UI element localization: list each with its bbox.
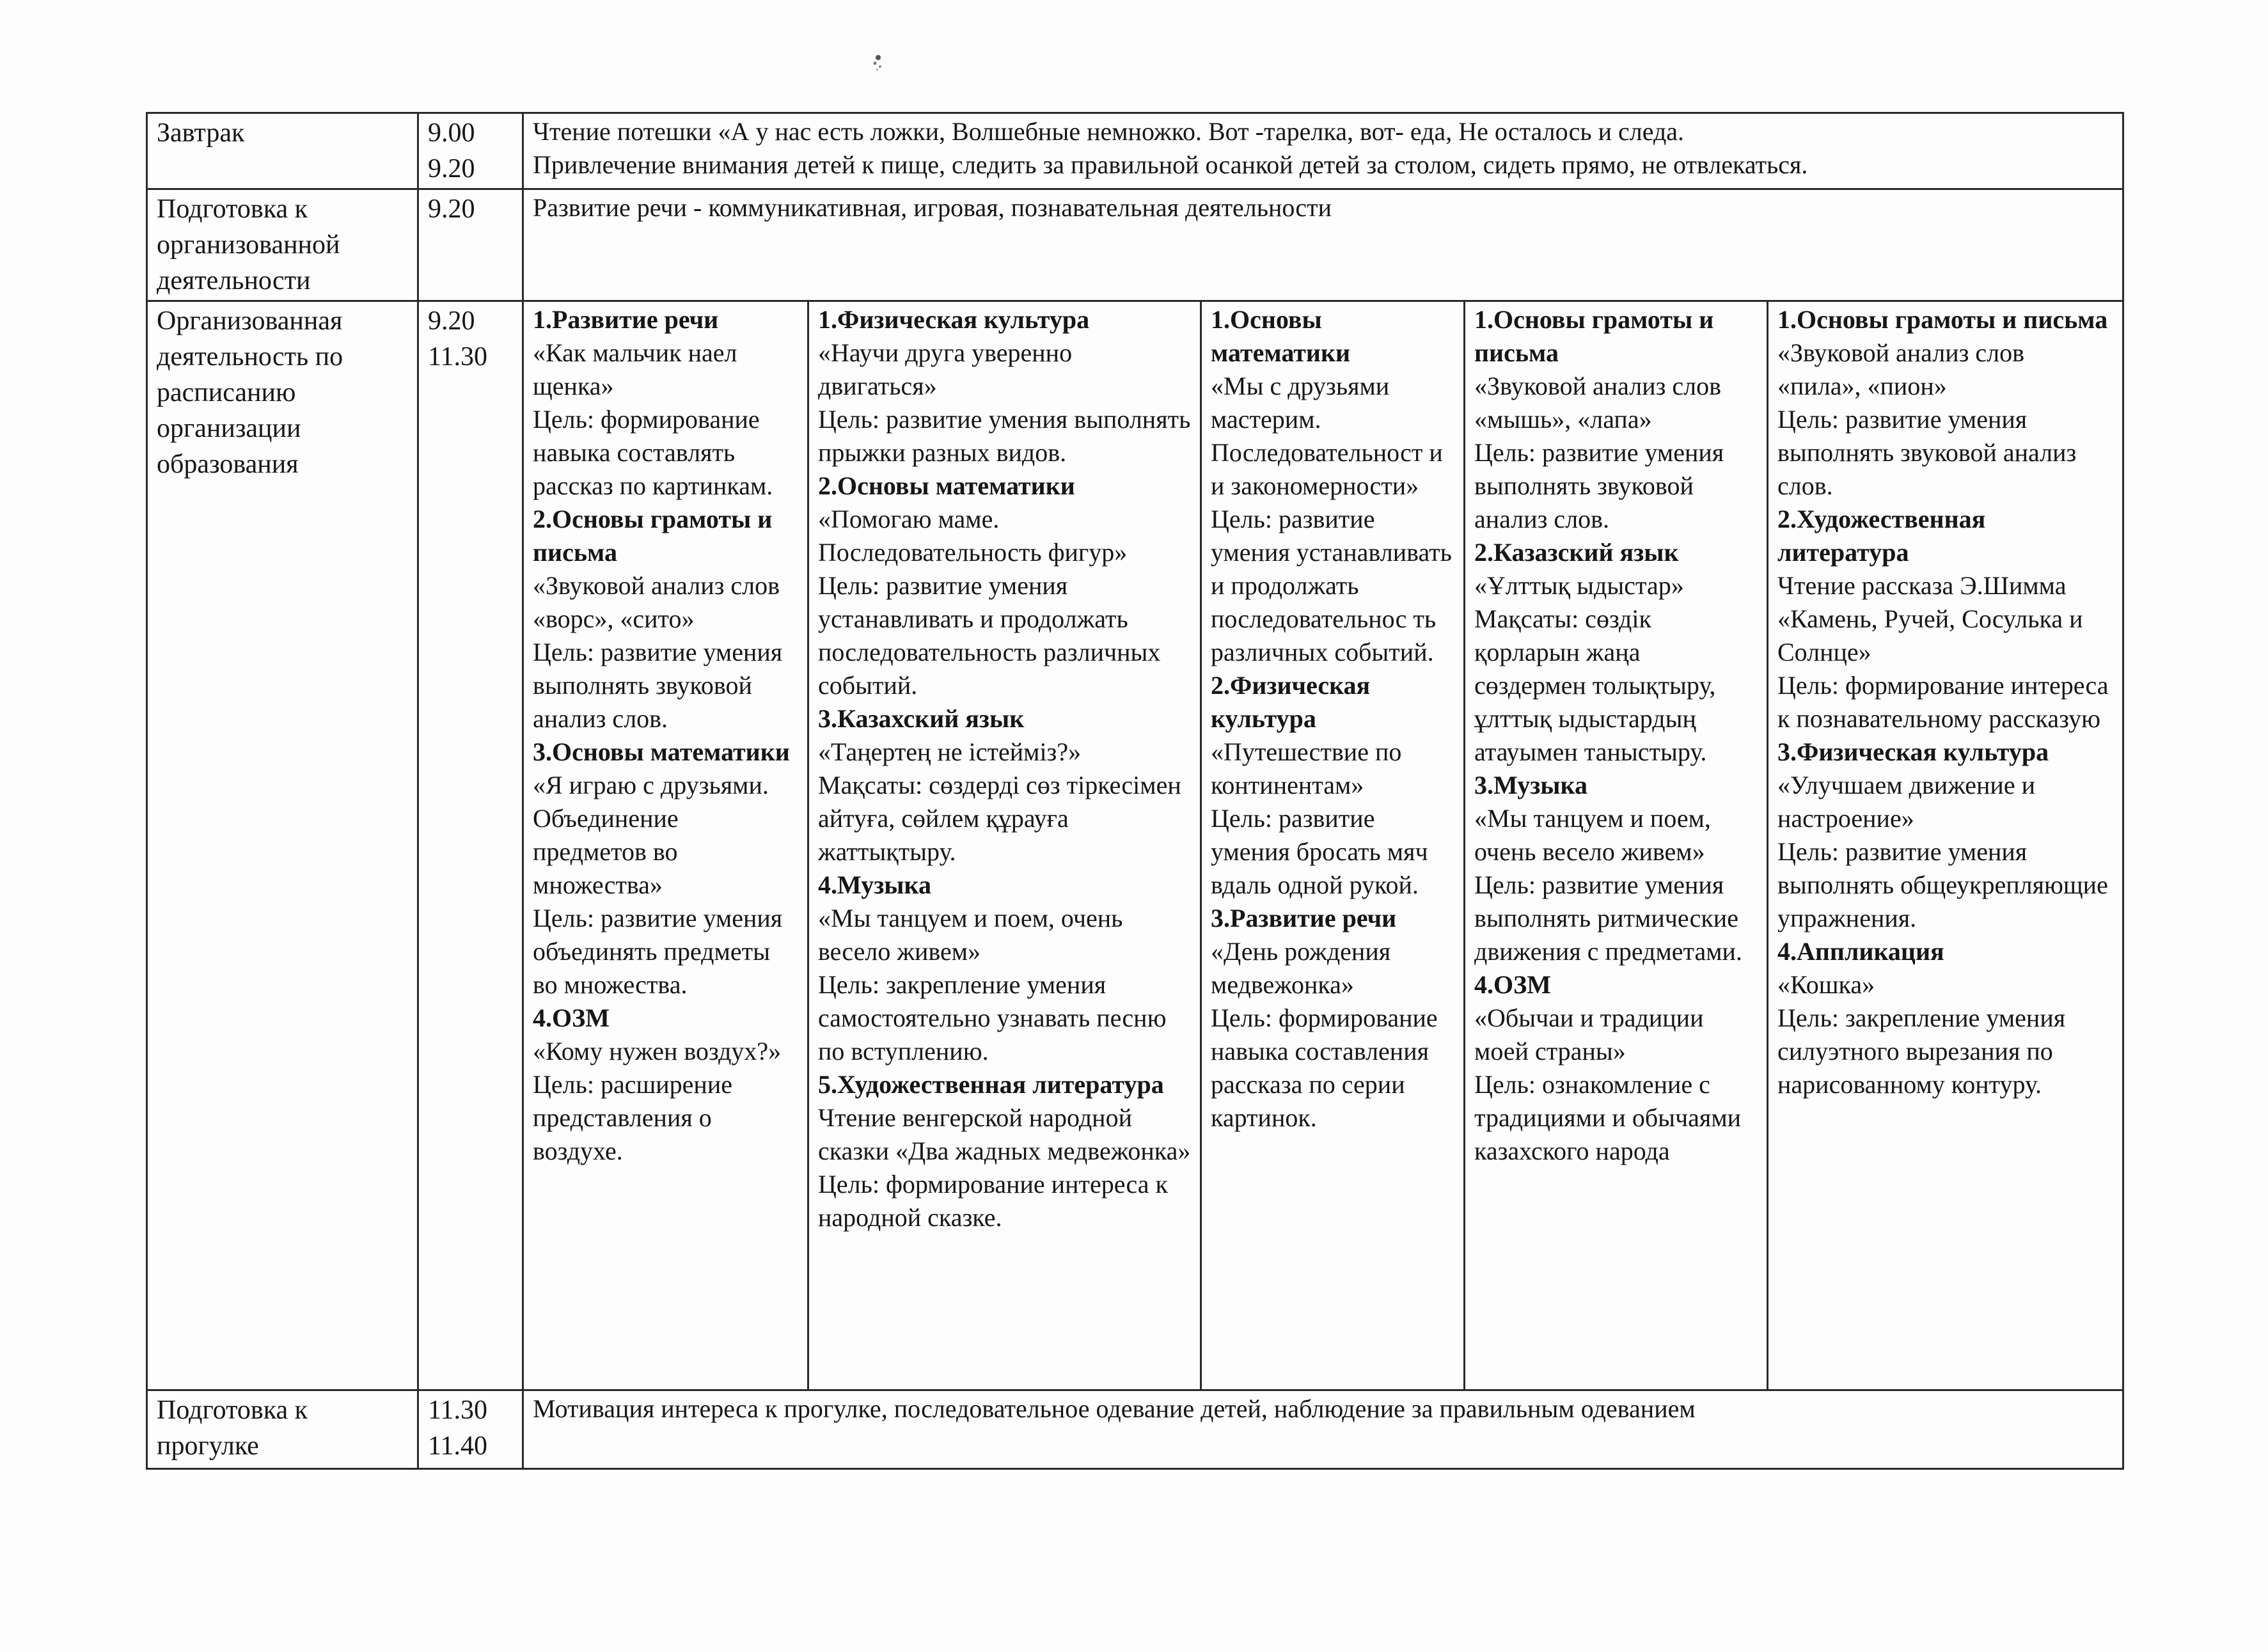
time-end: 11.30 [428,342,487,372]
activity-title: 4.ОЗМ [1474,970,1551,999]
row-name-cell: Организованная деятельность по расписанию организации образования [147,301,418,1390]
activity-title: 3.Развитие речи [1211,904,1397,932]
time-start: 9.20 [428,194,475,224]
activity [533,503,798,736]
activity-title: 4.Музыка [818,870,931,899]
activity-text: «Путешествие по континентам» Цель: развитие умения бросать мяч вдаль одной рукой. [1211,737,1428,899]
ink-mark [871,52,885,72]
activity-text: «День рождения медвежонка» Цель: формирование навыка составления рассказа по серии картинок. [1211,937,1438,1132]
activity-text: «Звуковой анализ слов «мышь», «лапа» Цель: развитие умения выполнять звуковой анализ слов. [1474,372,1724,533]
schedule-row-prep [147,189,2123,301]
activity-text: «Звуковой анализ слов «ворс», «сито» Цель: развитие умения выполнять звуковой анализ слов. [533,571,783,733]
activity-text: «Таңертең не істеймiз?» Мақсаты: сөздерді сөз тіркесімен айтуға, сөйлем құрауға жаттықтыру. [818,737,1181,866]
activity [1777,303,2113,503]
day-cell-3 [1201,301,1465,1390]
activity-title: 3.Основы математики [533,737,790,766]
activity-text: «Я играю с друзьями. Объединение предметов во множества» Цель: развитие умения объединять предметы во множества. [533,771,783,999]
activity-title: 3.Казахский язык [818,704,1025,733]
activity-title: 5.Художественная литература [818,1070,1164,1099]
activity-text: «Кому нужен воздух?» Цель: расширение представления о воздухе. [533,1037,782,1165]
activity [818,869,1191,1068]
activity-title: 1.Основы грамоты и письма [1474,305,1714,367]
activity-text: «Ұлттық ыдыстар» Мақсаты: сөздік қорларын жаңа сөздермен толықтыру, ұлттық ыдыстардың атауымен таныстыру. [1474,571,1716,766]
row-name-cell: Подготовка к прогулке [147,1390,418,1469]
time-end: 9.20 [428,154,475,184]
activity [1777,935,2113,1101]
activity-title: 1.Основы математики [1211,305,1351,367]
activity-title: 2.Основы математики [818,471,1075,500]
row-name-cell: Подготовка к организованной деятельности [147,189,418,301]
description-line: Чтение потешки «А у нас есть ложки, Волшебные немножко. Вот -тарелка, вот- еда, Не осталось и следа. [533,117,1685,146]
activity-title: 2.Художественная литература [1777,505,1986,567]
activity-text: «Как мальчик нaел щенка» Цель: формирование навыка составлять рассказ по картинкам. [533,338,773,500]
activity-text: «Звуковой анализ слов «пила», «пион» Цель: развитие умения выполнять звуковой анализ слов. [1777,338,2077,500]
activity [1211,303,1454,669]
time-start: 11.30 [428,1396,487,1425]
schedule-row-walk-prep [147,1390,2123,1469]
day-cell-1 [523,301,808,1390]
activity-text: «Кошка» Цель: закрепление умения силуэтного вырезания по нарисованному контуру. [1777,970,2066,1099]
activity [1474,536,1758,769]
activity-title: 1.Основы грамоты и письма [1777,305,2108,334]
activity-title: 4.ОЗМ [533,1003,610,1032]
activity-title: 2.Основы грамоты и письма [533,505,773,567]
time-end: 11.40 [428,1431,487,1461]
activity-title: 4.Аппликация [1777,937,1944,966]
row-name-cell: Завтрак [147,113,418,189]
activity [818,303,1191,469]
activity [1777,736,2113,935]
activity-text: Чтение рассказа Э.Шимма «Камень, Ручей, Сосулька и Солнце» Цель: формирование интереса к познавательному рассказую [1777,571,2109,733]
row-description-cell [523,113,2123,189]
activity-title: 2.Физическая культура [1211,671,1371,733]
activity [818,1068,1191,1234]
day-cell-2 [808,301,1201,1390]
time-start: 9.00 [428,118,475,148]
time-start: 9.20 [428,306,475,336]
activity [533,303,798,503]
activity [533,736,798,1002]
activity [1474,303,1758,536]
schedule-row-breakfast [147,113,2123,189]
activity-title: 3.Физическая культура [1777,737,2049,766]
day-cell-4 [1465,301,1768,1390]
activity [818,702,1191,869]
activity-text: «Улучшаем движение и настроение» Цель: развитие умения выполнять общеукрепляющие упражнения. [1777,771,2108,932]
activity [1211,902,1454,1135]
activity [533,1002,798,1168]
row-description-cell: Мотивация интереса к прогулке, последовательное одевание детей, наблюдение за правильным одеванием [523,1390,2123,1469]
row-time-cell [418,189,523,301]
daily-schedule-table [146,112,2124,1470]
schedule-row-organized [147,301,2123,1390]
activity-title: 1.Развитие речи [533,305,719,334]
activity-title: 2.Казазский язык [1474,538,1679,567]
row-description-cell: Развитие речи - коммуникативная, игровая, познавательная деятельности [523,189,2123,301]
activity [1474,769,1758,968]
row-time-cell [418,301,523,1390]
activity-title: 3.Музыка [1474,771,1587,799]
activity-text: «Мы с друзьями мастерим. Последовательност и и закономерности» Цель: развитие умения устанавливать и продолжать последовательнос ть различных событий. [1211,372,1452,666]
activity [1777,503,2113,736]
activity-text: «Помогаю маме. Последовательность фигур» Цель: развитие умения устанавливать и продолжать последовательность различных событий. [818,505,1161,700]
activity-title: 1.Физическая культура [818,305,1090,334]
row-time-cell [418,113,523,189]
activity [1474,968,1758,1168]
activity-text: «Научи друга уверенно двигаться» Цель: развитие умения выполнять прыжки разных видов. [818,338,1191,467]
activity [1211,669,1454,902]
activity-text: «Мы танцуем и поем, очень весело живем» Цель: развитие умения выполнять ритмические движения с предметами. [1474,804,1742,966]
activity-text: «Мы танцуем и поем, очень весело живем» Цель: закрепление умения самостоятельно узнавать песню по вступлению. [818,904,1167,1066]
day-cell-5 [1768,301,2123,1390]
row-time-cell [418,1390,523,1469]
description-line: Привлечение внимания детей к пище, следить за правильной осанкой детей за столом, сидеть прямо, не отвлекаться. [533,150,1808,179]
activity [818,469,1191,702]
activity-text: «Обычаи и традиции моей страны» Цель: ознакомление с традициями и обычаями казахского народа [1474,1003,1742,1165]
activity-text: Чтение венгерской народной сказки «Два жадных медвежонка» Цель: формирование интереса к народной сказке. [818,1103,1191,1232]
